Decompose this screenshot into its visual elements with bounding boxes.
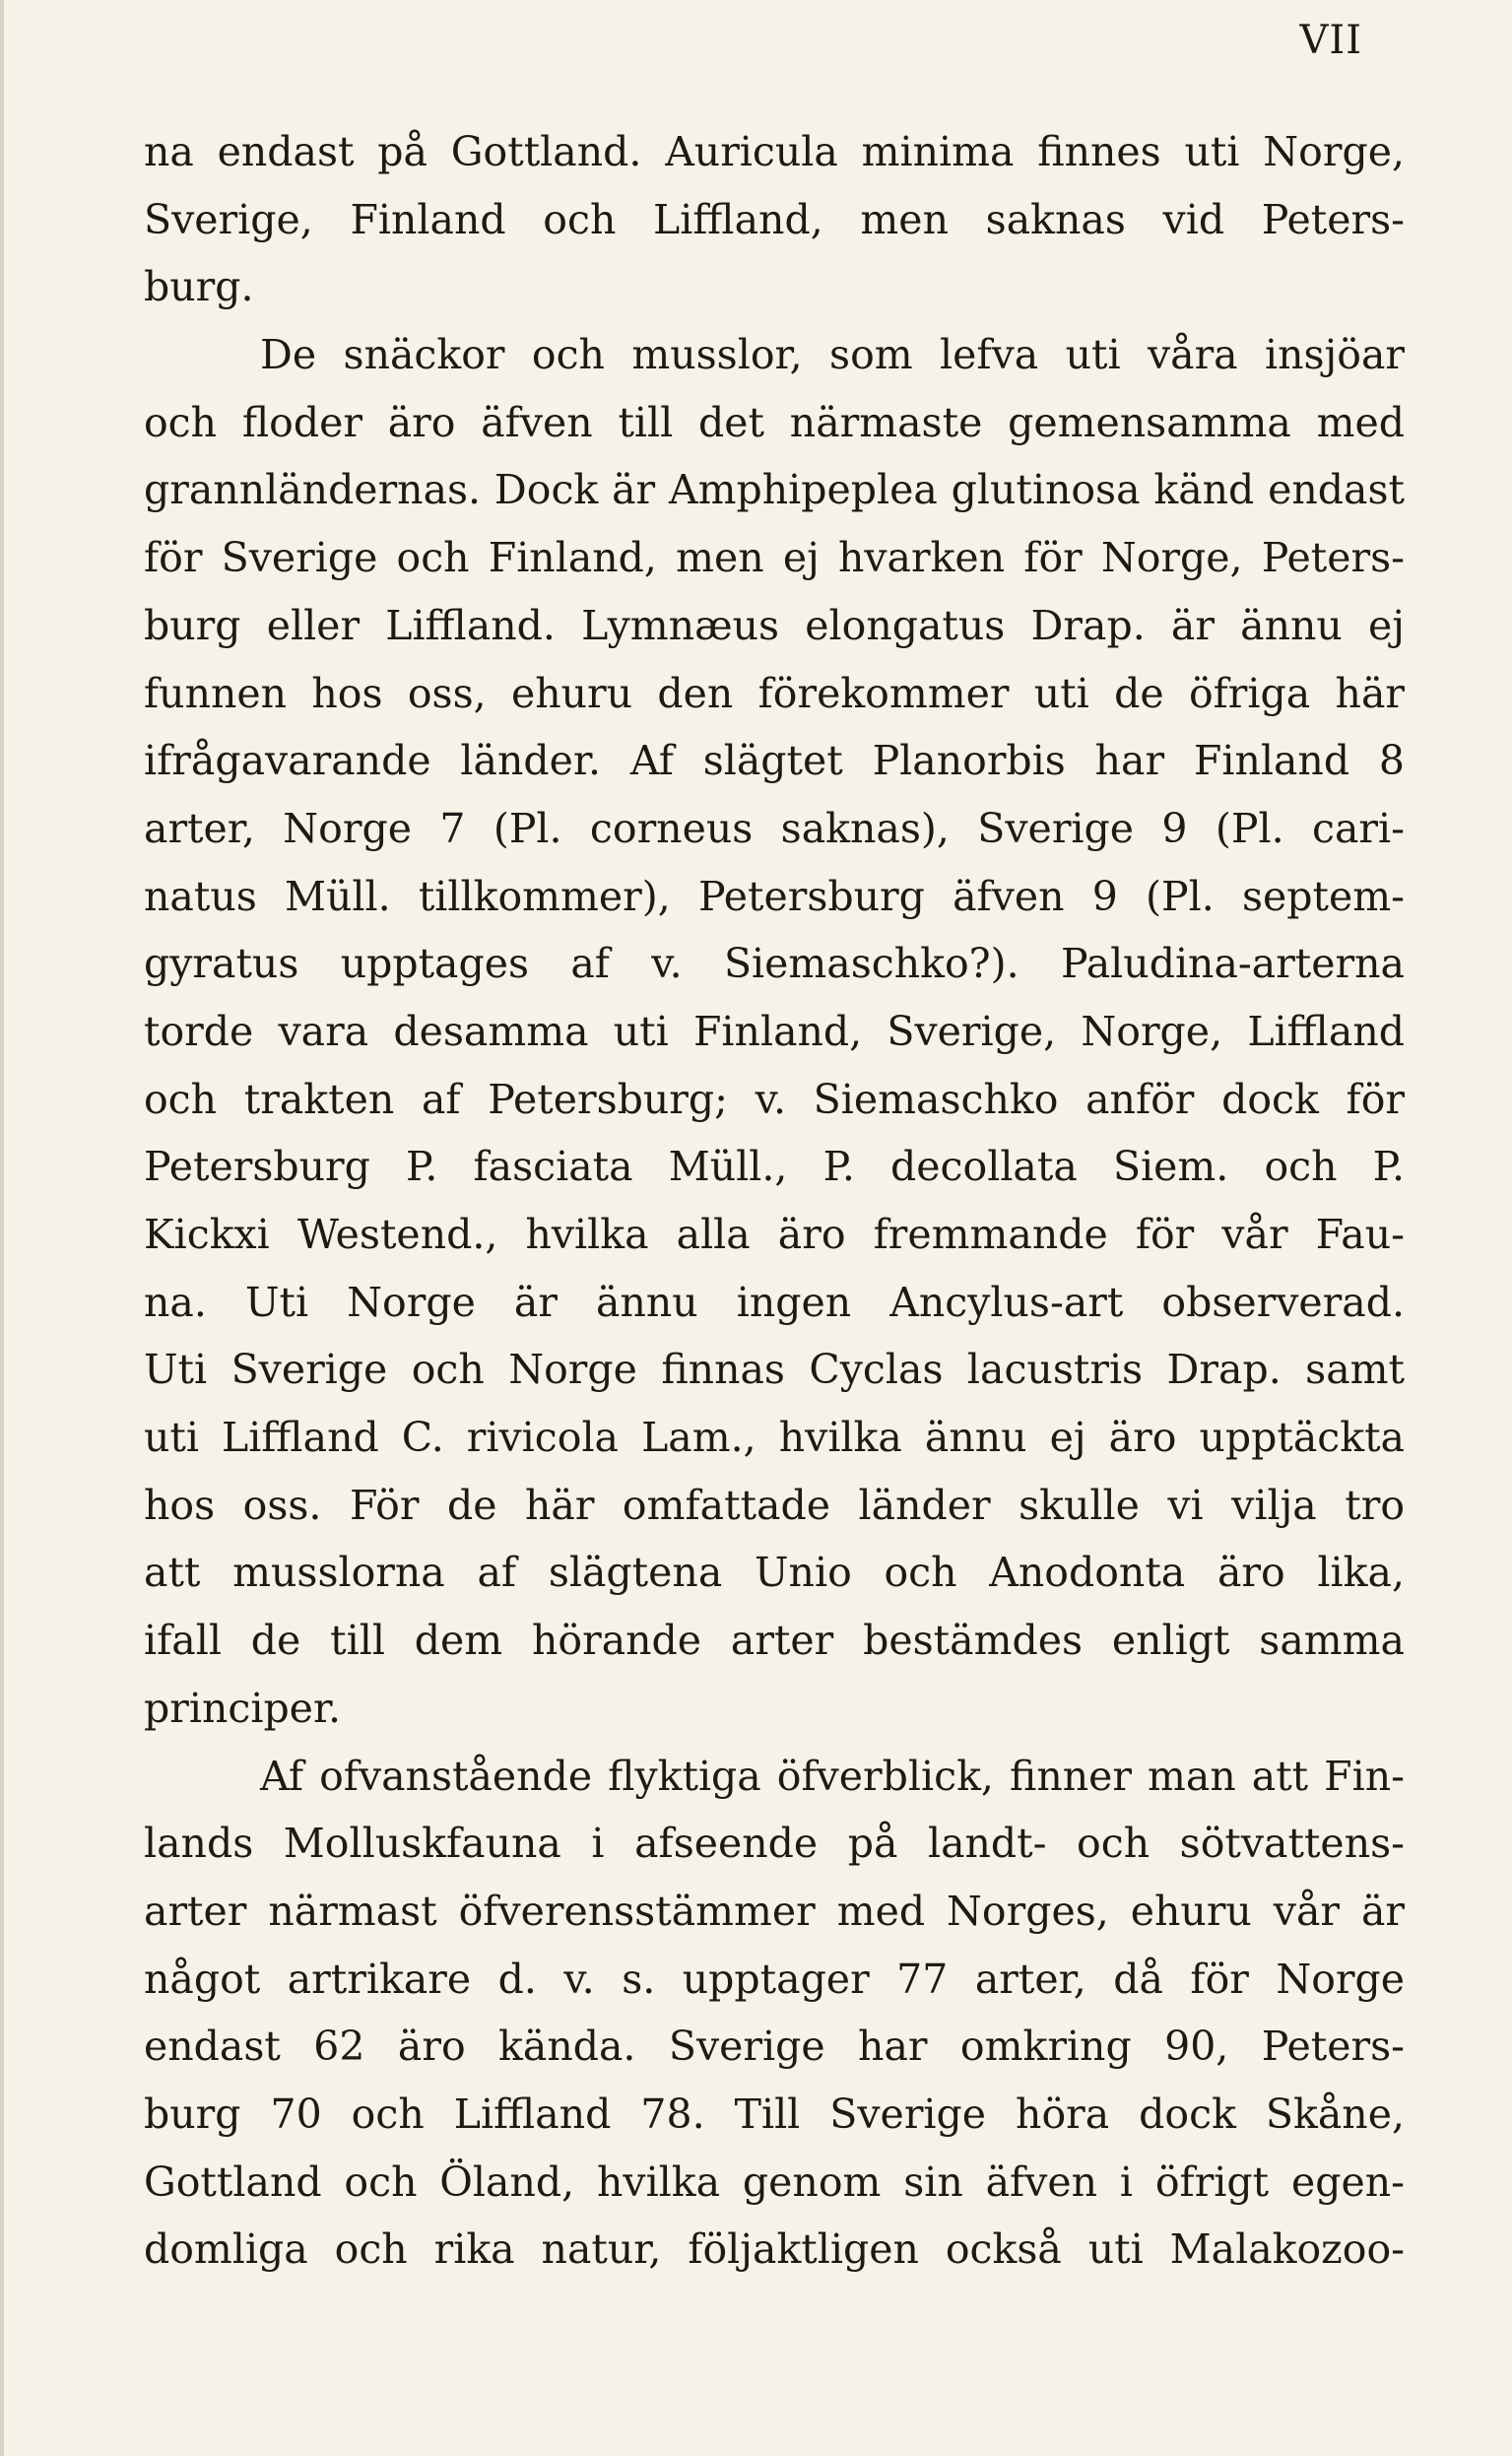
text-line: gyratus upptages af v. Siemaschko?). Paludina-arterna	[144, 940, 1405, 988]
text-line: att musslorna af slägtena Unio och Anodonta äro lika,	[144, 1549, 1405, 1597]
text-line: burg eller Liffland. Lymnæus elongatus Drap. är ännu ej	[144, 601, 1405, 649]
text-line: Kickxi Westend., hvilka alla äro fremmande för vår Fau-	[144, 1211, 1405, 1258]
text-line: ifrågavarande länder. Af slägtet Planorbis har Finland 8	[144, 737, 1405, 785]
text-line: och floder äro äfven till det närmaste gemensamma med	[144, 398, 1405, 446]
body-text	[144, 118, 1405, 2284]
text-line: arter närmast öfverensstämmer med Norges, ehuru vår är	[144, 1887, 1405, 1935]
text-line: för Sverige och Finland, men ej hvarken för Norge, Peters-	[144, 534, 1405, 582]
text-line: hos oss. För de här omfattade länder skulle vi vilja tro	[144, 1481, 1405, 1529]
text-line: natus Müll. tillkommer), Petersburg äfven 9 (Pl. septem-	[144, 872, 1405, 920]
text-line: na. Uti Norge är ännu ingen Ancylus-art observerad.	[144, 1278, 1405, 1326]
text-line: Sverige, Finland och Liffland, men saknas vid Peters-	[144, 195, 1405, 243]
text-line: arter, Norge 7 (Pl. corneus saknas), Sverige 9 (Pl. cari-	[144, 804, 1405, 852]
page-edge-line	[0, 0, 4, 2456]
text-line: funnen hos oss, ehuru den förekommer uti de öfriga här	[144, 669, 1405, 717]
paragraph-start-line: De snäckor och musslor, som lefva uti våra insjöar	[260, 331, 1405, 379]
text-line: uti Liffland C. rivicola Lam., hvilka ännu ej äro upptäckta	[144, 1414, 1405, 1462]
text-line: Petersburg P. fasciata Müll., P. decollata Siem. och P.	[144, 1143, 1405, 1191]
text-line: na endast på Gottland. Auricula minima finnes uti Norge,	[144, 128, 1405, 175]
text-line: lands Molluskfauna i afseende på landt- och sötvattens-	[144, 1820, 1405, 1868]
text-line: Uti Sverige och Norge finnas Cyclas lacustris Drap. samt	[144, 1346, 1405, 1394]
paragraph-start-line: Af ofvanstående flyktiga öfverblick, finner man att Fin-	[260, 1752, 1405, 1800]
text-line: burg 70 och Liffland 78. Till Sverige höra dock Skåne,	[144, 2090, 1405, 2138]
text-line: burg.	[144, 263, 254, 311]
text-line: grannländernas. Dock är Amphipeplea glutinosa känd endast	[144, 466, 1405, 514]
text-line: Gottland och Öland, hvilka genom sin äfven i öfrigt egen-	[144, 2157, 1405, 2206]
page-number: VII	[1299, 18, 1362, 63]
text-line: principer.	[144, 1684, 342, 1732]
text-line: ifall de till dem hörande arter bestämdes enligt samma	[144, 1617, 1405, 1665]
text-line: något artrikare d. v. s. upptager 77 arter, då för Norge	[144, 1955, 1405, 2003]
text-line: domliga och rika natur, följaktligen också uti Malakozoo-	[144, 2225, 1405, 2274]
text-line: torde vara desamma uti Finland, Sverige, Norge, Liffland	[144, 1007, 1405, 1055]
text-line: och trakten af Petersburg; v. Siemaschko anför dock för	[144, 1075, 1405, 1123]
text-line: endast 62 äro kända. Sverige har omkring 90, Peters-	[144, 2023, 1405, 2071]
